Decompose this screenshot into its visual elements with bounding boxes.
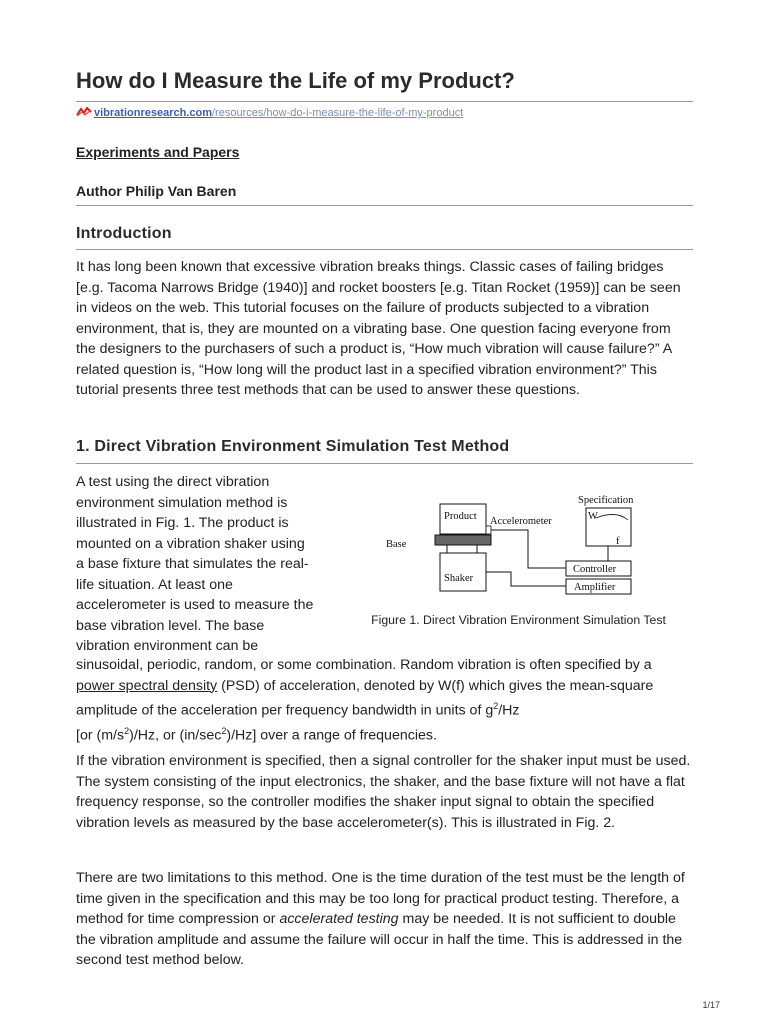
intro-divider	[76, 249, 693, 250]
accelerometer-sensor	[486, 526, 491, 534]
section1-heading: 1. Direct Vibration Environment Simulation Test Method	[76, 438, 510, 455]
category-link[interactable]: Experiments and Papers	[76, 144, 240, 160]
shaker-label: Shaker	[444, 573, 474, 584]
source-link[interactable]	[76, 107, 463, 119]
cont-text-5: )/Hz, or (in/sec	[129, 727, 222, 744]
para3-text-a: There are two limitations to this method. One is the time duration of the test must be the length of time given in the specification and this may be too long for practical product testing. Therefore, a method for time compression or	[76, 870, 685, 927]
amplifier-to-shaker-line	[486, 572, 566, 586]
page-title: How do I Measure the Life of my Product?	[76, 68, 515, 93]
source-path[interactable]: /resources/how-do-i-measure-the-life-of-my-product	[212, 107, 464, 119]
spec-w-label: W	[588, 511, 598, 522]
base-plate	[435, 535, 491, 545]
accel-to-controller-line	[491, 530, 566, 568]
para3-text-b: may be needed. It is not sufficient to double the vibration amplitude and assume the failure will occur in half the time. This is addressed in the second test method below.	[76, 911, 683, 968]
psd-link[interactable]: power spectral density	[76, 677, 218, 694]
amplifier-label: Amplifier	[574, 582, 616, 593]
vr-logo-icon	[76, 107, 92, 117]
cont-text-2: (PSD) of acceleration, denoted by W(f) which gives the mean-square amplitude of the acceleration per frequency bandwidth in units of g	[76, 677, 654, 719]
cont-sup-g: 2	[493, 701, 499, 711]
controller-label: Controller	[573, 564, 617, 575]
cont-sup-in: 2	[221, 726, 227, 737]
intro-heading: Introduction	[76, 225, 172, 242]
cont-text-4: [or (m/s	[76, 727, 125, 744]
accelerometer-label: Accelerometer	[490, 516, 552, 527]
source-domain[interactable]: vibrationresearch.com	[94, 107, 212, 119]
cont-text-6: )/Hz] over a range of frequencies.	[226, 727, 437, 744]
figure-1	[346, 488, 691, 633]
intro-text: It has long been known that excessive vibration breaks things. Classic cases of failing bridges [e.g. Tacoma Narrows Bridge (1940)] and rocket boosters [e.g. Titan Rocket (1959)] can be seen in videos on the web. This tutorial focuses on the failure of products subjected to a vibration environment, that is, they are mounted on a vibrating base. One question facing everyone from the designers to the purchasers of such a product is, “How much vibration will cause failure?” A related question is, “How long will the product last in a specified vibration environment?” This tutorial presents three test methods that can be used to answer these questions.	[76, 259, 681, 398]
section1-paragraph-3	[76, 868, 693, 971]
title-divider	[76, 101, 693, 102]
cont-text-3: /Hz	[498, 702, 520, 719]
spec-f-label: f	[616, 536, 620, 547]
page-number: 1/17	[702, 1000, 720, 1010]
accelerated-testing-term: accelerated testing	[279, 911, 399, 927]
specification-label: Specification	[578, 495, 634, 506]
section1-cont-paragraph	[76, 655, 693, 746]
author-line: Author Philip Van Baren	[76, 183, 237, 199]
base-label: Base	[386, 539, 407, 550]
author-divider	[76, 205, 693, 206]
para2-text: If the vibration environment is specified, then a signal controller for the shaker input must be used. The system consisting of the input electronics, the shaker, and the base fixture will not have a flat frequency response, so the controller modifies the shaker input signal to obtain the specified vibration levels as measured by the base accelerometer(s). This is illustrated in Fig. 2.	[76, 753, 691, 831]
shaker-neck	[447, 545, 477, 553]
intro-paragraph	[76, 257, 693, 401]
cont-text-1: sinusoidal, periodic, random, or some combination. Random vibration is often specified by a	[76, 657, 652, 673]
test-setup-diagram	[346, 488, 691, 608]
section1-paragraph-2	[76, 751, 693, 833]
section1-col-paragraph: A test using the direct vibration environment simulation method is illustrated in Fig. 1. The product is mounted on a vibration shaker using a base fixture that simulates the real-life situation. At least one accelerometer is used to measure the base vibration level. The base vibration environment can be	[76, 474, 314, 654]
section1-divider	[76, 463, 693, 464]
cont-sup-ms: 2	[124, 726, 130, 737]
section1-column-text	[76, 472, 316, 657]
figure-caption: Figure 1. Direct Vibration Environment Simulation Test	[371, 613, 666, 627]
product-label: Product	[444, 511, 477, 522]
shaker-box	[440, 553, 486, 591]
